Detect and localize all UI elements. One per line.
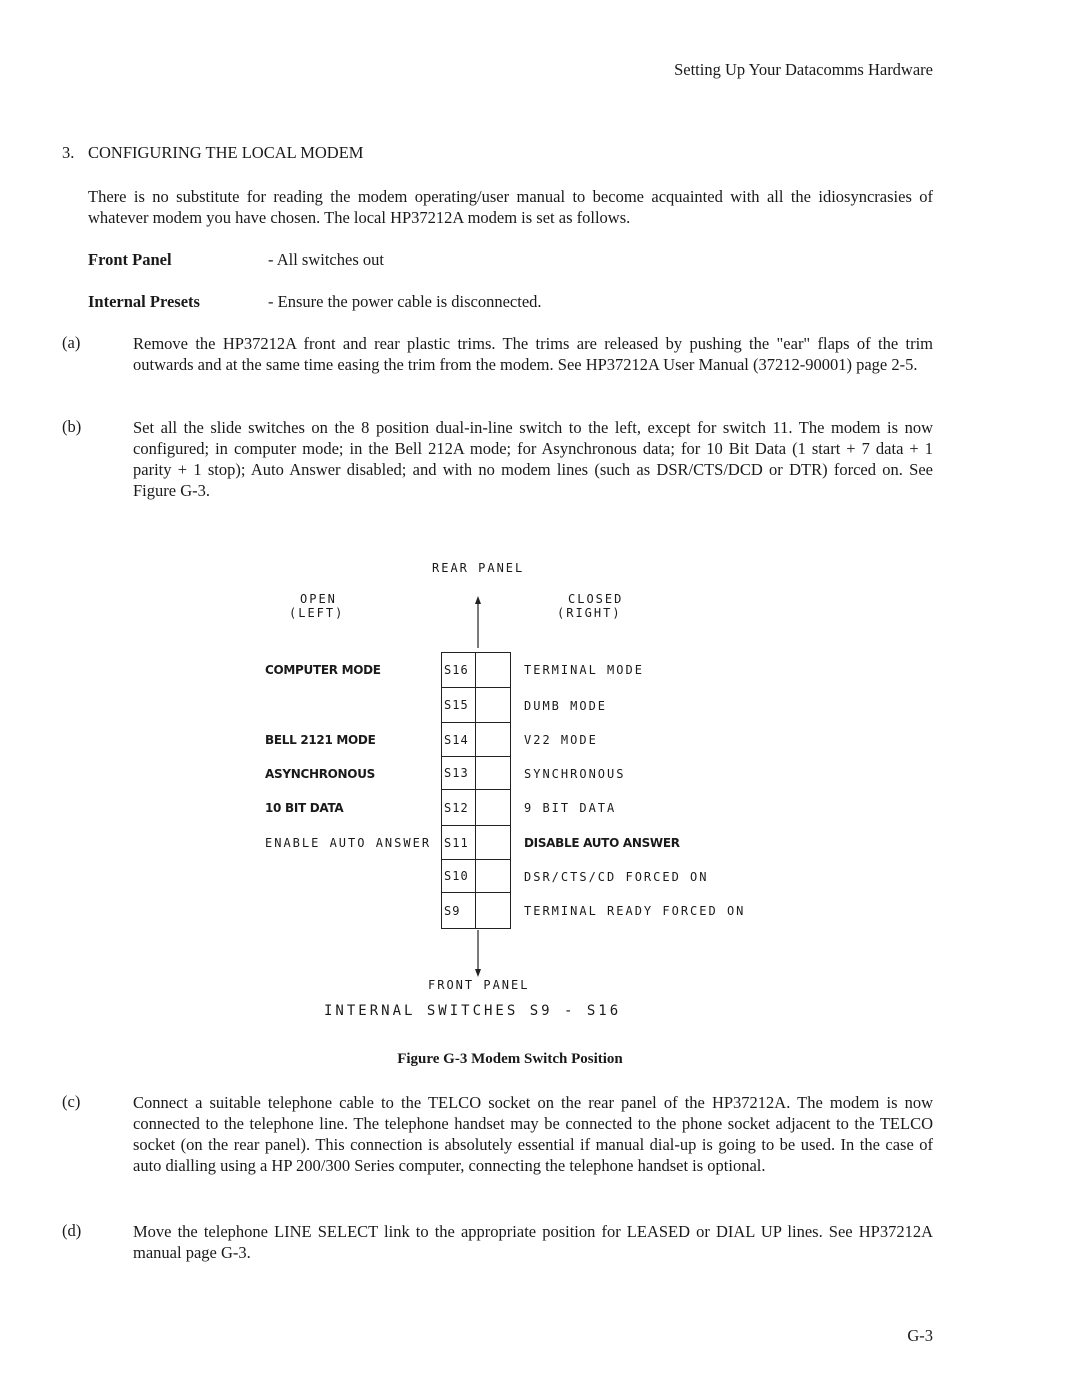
switch-closed-setting: DISABLE AUTO ANSWER	[524, 836, 680, 850]
switch-cell	[441, 790, 511, 826]
step-c-text: Connect a suitable telephone cable to the TELCO socket on the rear panel of the HP37212A. The modem is now connected to the telephone line. The telephone handset may be connected to the phone socket adjacent to the TELCO socket (on the rear panel). This connection is absolutely essential if manual dial-up is going to be used. In the case of auto dialling using a HP 200/300 Series computer, connecting the telephone handset is optional.	[133, 1093, 933, 1175]
switch-cell	[441, 757, 511, 790]
switch-id: S10	[444, 869, 469, 883]
running-header: Setting Up Your Datacomms Hardware	[674, 60, 933, 79]
switch-closed-setting: TERMINAL MODE	[524, 663, 644, 677]
switch-id: S13	[444, 766, 469, 780]
switch-open-setting: BELL 2121 MODE	[265, 733, 376, 747]
switch-cell	[441, 826, 511, 860]
step-b-text: Set all the slide switches on the 8 position dual-in-line switch to the left, except for switch 11. The modem is now configured; in computer mode; in the Bell 212A mode; for Asynchronous data; for 10 Bit Data (1 start + 7 data + 1 parity + 1 stop); Auto Answer disabled; and with no modem lines (such as DSR/CTS/DCD or DTR) forced on. See Figure G-3.	[133, 418, 933, 500]
switch-closed-setting: V22 MODE	[524, 733, 598, 747]
switch-cell	[441, 723, 511, 757]
arrow-down-icon	[468, 930, 488, 978]
switch-closed-setting: DUMB MODE	[524, 698, 608, 713]
switch-id: S12	[444, 800, 469, 815]
arrow-up-icon	[468, 596, 488, 650]
section-title: CONFIGURING THE LOCAL MODEM	[88, 143, 364, 162]
switch-open-setting: 10 BIT DATA	[265, 801, 344, 815]
open-label: OPEN	[300, 592, 337, 606]
closed-label: CLOSED	[568, 592, 624, 606]
step-d-id: (d)	[62, 1221, 82, 1240]
step-a-text: Remove the HP37212A front and rear plastic trims. The trims are released by pushing the "ear" flaps of the trim outwards and at the same time easing the trim from the modem. See HP37212A User Manual (37212-90001) page 2-5.	[133, 334, 933, 374]
figure-caption: Figure G-3 Modem Switch Position	[397, 1051, 623, 1067]
switch-id: S9	[444, 903, 461, 918]
open-sub-label: (LEFT)	[289, 606, 345, 620]
switch-open-setting: ENABLE AUTO ANSWER	[265, 836, 432, 850]
front-panel-label: Front Panel	[88, 250, 172, 269]
switch-open-setting: COMPUTER MODE	[265, 663, 381, 677]
switch-closed-setting: SYNCHRONOUS	[524, 766, 626, 781]
switch-closed-setting: 9 BIT DATA	[524, 801, 617, 815]
internal-presets-value: - Ensure the power cable is disconnected.	[268, 292, 542, 311]
switch-cell	[441, 893, 511, 929]
intro-paragraph: There is no substitute for reading the modem operating/user manual to become acquainted with all the idiosyncrasies of whatever modem you have chosen. The local HP37212A modem is set as follows.	[88, 187, 933, 227]
switch-open-setting: ASYNCHRONOUS	[265, 766, 375, 781]
switch-closed-setting: DSR/CTS/CD FORCED ON	[524, 869, 709, 884]
switch-id: S14	[444, 732, 469, 747]
step-a-id: (a)	[62, 333, 81, 352]
switch-cell	[441, 860, 511, 893]
switch-cell	[441, 652, 511, 688]
switch-id: S15	[444, 698, 469, 712]
section-number: 3.	[62, 143, 75, 162]
switch-closed-setting: TERMINAL READY FORCED ON	[524, 904, 746, 918]
closed-sub-label: (RIGHT)	[557, 606, 622, 620]
switch-id: S16	[444, 662, 469, 677]
step-d-text: Move the telephone LINE SELECT link to the appropriate position for LEASED or DIAL UP lines. See HP37212A manual page G-3.	[133, 1222, 933, 1262]
front-panel-label: FRONT PANEL	[428, 978, 530, 992]
step-b-id: (b)	[62, 417, 82, 436]
step-c-id: (c)	[62, 1092, 81, 1111]
page-number: G-3	[907, 1326, 933, 1345]
figure-subtitle: INTERNAL SWITCHES S9 - S16	[324, 1003, 622, 1019]
internal-presets-label: Internal Presets	[88, 292, 200, 311]
switch-cell	[441, 688, 511, 723]
front-panel-value: - All switches out	[268, 250, 384, 269]
switch-id: S11	[444, 835, 469, 850]
rear-panel-label: REAR PANEL	[432, 561, 525, 575]
